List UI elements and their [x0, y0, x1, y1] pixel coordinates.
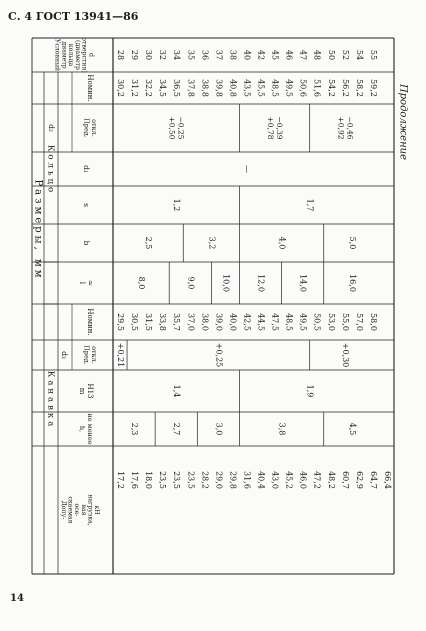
cell-d2-dev — [168, 117, 186, 140]
cell-m: 1,4 — [172, 384, 182, 398]
col-header-b: b — [82, 240, 91, 246]
col-header-load-line: осе- — [73, 503, 81, 517]
col-header-load-line: кН — [93, 505, 100, 515]
cell-d2-dev-line: −0,39 — [275, 116, 285, 140]
col-header-d-line: (диаметр — [73, 40, 81, 70]
cell-l: 14,0 — [298, 274, 308, 292]
cell-d3-nominal: 50,5 — [312, 313, 322, 331]
cell-d2-nominal: 37,8 — [186, 79, 196, 97]
cell-load: 29,0 — [214, 471, 224, 489]
ring-group-label: Кольцо — [45, 144, 56, 196]
cell-d: 47 — [298, 49, 308, 61]
cell-d: 50 — [326, 49, 336, 61]
cell-load: 31,6 — [242, 471, 252, 489]
cell-load: 28,2 — [200, 471, 210, 489]
cell-d2-nominal: 49,5 — [284, 79, 294, 97]
cell-d2-dev — [336, 117, 354, 140]
cell-d: 37 — [214, 49, 224, 61]
cell-load: 23,5 — [186, 471, 196, 489]
col-header-m — [78, 383, 94, 398]
col-header-l-line: ≈ — [86, 279, 95, 287]
col-header-d3-dev — [82, 345, 98, 365]
col-header-load-line: Допу- — [60, 500, 67, 520]
col-header-load — [60, 494, 100, 526]
cell-load: 18,0 — [144, 471, 154, 489]
cell-d: 40 — [242, 49, 252, 61]
cell-h: 4,5 — [347, 422, 357, 436]
col-header-d-line: отверстия) — [80, 37, 88, 73]
col-header-d-line: диаметр — [60, 41, 68, 69]
cell-d3-nominal: 39,0 — [214, 313, 224, 331]
cell-load: 64,7 — [368, 471, 378, 489]
col-header-m-line: m — [78, 387, 86, 395]
cell-d: 32 — [158, 49, 168, 61]
cell-l: 8,0 — [137, 276, 147, 290]
col-header-l-line: l — [78, 281, 87, 285]
col-header-load-line: скаемая — [66, 496, 74, 524]
cell-d3-nominal: 35,7 — [172, 313, 182, 331]
cell-load: 60,7 — [340, 471, 350, 489]
cell-d2-dev-line: −0,25 — [176, 116, 186, 140]
cell-d3-nominal: 40,0 — [228, 313, 238, 331]
col-header-d2-dev — [82, 118, 98, 138]
cell-d: 55 — [368, 49, 378, 61]
cell-d: 28 — [116, 49, 126, 61]
cell-d2-dev-line: +0,50 — [167, 116, 177, 140]
cell-d2-nominal: 54,2 — [326, 79, 336, 97]
cell-load: 23,5 — [158, 471, 168, 489]
cell-load: 23,5 — [172, 471, 182, 489]
cell-load: 40,4 — [256, 471, 266, 489]
cell-load: 46,0 — [298, 471, 308, 489]
cell-d3-nominal: 44,5 — [256, 313, 266, 331]
cell-d: 45 — [270, 49, 280, 61]
cell-b: 5,0 — [347, 236, 357, 250]
col-header-d-line: d — [87, 53, 95, 57]
cell-d2-dev-line: −0,46 — [345, 116, 355, 140]
cell-d2-nominal: 51,6 — [312, 79, 322, 97]
groove-group-label: Канавка — [45, 370, 56, 430]
col-header-d2-dev-line: Пред. — [82, 118, 91, 138]
cell-load: 66,4 — [382, 471, 392, 489]
cell-d2-nominal: 31,2 — [130, 79, 140, 97]
cell-load: 17,6 — [130, 471, 140, 489]
cell-d3-nominal: 55,0 — [340, 313, 350, 331]
col-header-l — [78, 280, 95, 286]
cell-b: 4,0 — [277, 236, 287, 250]
cell-d2-nominal: 30,2 — [116, 79, 126, 97]
cell-d3-nominal: 33,8 — [158, 313, 168, 331]
cell-d2-dev-line: +0,78 — [266, 116, 276, 140]
cell-d3-nominal: 42,5 — [242, 313, 252, 331]
cell-d2-nominal: 56,2 — [340, 79, 350, 97]
col-header-d-line: кольца — [67, 43, 75, 67]
table-title: Размеры, мм — [32, 179, 44, 281]
cell-d3-nominal: 30,5 — [130, 313, 140, 331]
page-number: 14 — [10, 593, 24, 604]
cell-h: 2,7 — [172, 422, 182, 436]
col-header-d1: d₁ — [82, 165, 91, 173]
cell-d: 54 — [354, 49, 364, 61]
col-header-load-line: нагрузка, — [86, 494, 94, 526]
col-header-m-line: H13 — [86, 383, 94, 399]
cell-d3-nominal: 49,5 — [298, 313, 308, 331]
col-header-d2-dev-line: откл. — [89, 119, 98, 137]
continuation-label: Продолжение — [397, 83, 409, 161]
cell-d2-dev-line: +0,92 — [336, 116, 346, 140]
cell-d2-nominal: 58,2 — [354, 79, 364, 97]
cell-d3-nominal: 53,0 — [326, 313, 336, 331]
col-header-d-line: Условный — [53, 38, 61, 72]
cell-d2-dev — [266, 117, 284, 140]
cell-d: 34 — [172, 49, 182, 61]
cell-b: 3,2 — [207, 236, 217, 250]
col-header-d2-nominal: Номин. — [86, 74, 94, 102]
cell-d2-nominal: 48,5 — [270, 79, 280, 97]
cell-load: 45,2 — [284, 471, 294, 489]
cell-m: 1,9 — [305, 384, 315, 398]
cell-d3-nominal: 29,5 — [116, 313, 126, 331]
cell-d2-nominal: 40,8 — [228, 79, 238, 97]
cell-l: 16,0 — [347, 274, 357, 292]
cell-d3-nominal: 37,0 — [186, 313, 196, 331]
cell-load: 47,2 — [312, 471, 322, 489]
cell-d3-nominal: 57,0 — [354, 313, 364, 331]
col-header-d3-nominal: Номин. — [86, 308, 94, 336]
col-header-d3: d₃ — [60, 351, 69, 359]
cell-d3-nominal: 48,5 — [284, 313, 294, 331]
cell-l: 10,0 — [221, 274, 231, 292]
cell-d3-dev: +0,30 — [340, 342, 350, 368]
cell-d1: — — [242, 165, 252, 173]
col-header-h-line: h, — [78, 425, 86, 433]
cell-d: 35 — [186, 49, 196, 61]
cell-d3-nominal: 58,0 — [368, 313, 378, 331]
cell-d2-nominal: 34,5 — [158, 79, 168, 97]
cell-load: 17,2 — [116, 471, 126, 489]
cell-d2-nominal: 45,5 — [256, 79, 266, 97]
cell-h: 2,3 — [130, 422, 140, 436]
cell-d: 36 — [200, 49, 210, 61]
cell-d: 30 — [144, 49, 154, 61]
cell-d2-nominal: 38,8 — [200, 79, 210, 97]
cell-s: 1,2 — [172, 198, 182, 212]
cell-load: 43,0 — [270, 471, 280, 489]
cell-h: 3,8 — [277, 422, 287, 436]
cell-d3-nominal: 31,5 — [144, 313, 154, 331]
cell-load: 29,8 — [228, 471, 238, 489]
col-header-d3-dev-line: Пред. — [82, 345, 91, 365]
col-header-h — [78, 413, 94, 444]
cell-d2-nominal: 50,6 — [298, 79, 308, 97]
cell-load: 62,9 — [354, 471, 364, 489]
cell-d: 48 — [312, 49, 322, 61]
cell-d3-dev: +0,25 — [214, 342, 224, 368]
cell-d2-nominal: 36,5 — [172, 79, 182, 97]
cell-l: 12,0 — [256, 274, 266, 292]
cell-d: 42 — [256, 49, 266, 61]
col-header-d2: d₂ — [47, 124, 56, 132]
col-header-load-line: вая — [79, 504, 87, 516]
page-header: С. 4 ГОСТ 13941—86 — [8, 10, 139, 23]
col-header-s: s — [82, 203, 91, 207]
cell-d: 38 — [228, 49, 238, 61]
cell-d2-nominal: 59,2 — [368, 79, 378, 97]
cell-load: 48,2 — [326, 471, 336, 489]
col-header-d — [54, 37, 95, 73]
cell-d3-dev: +0,21 — [116, 342, 126, 368]
cell-d3-nominal: 47,5 — [270, 313, 280, 331]
cell-d2-nominal: 39,8 — [214, 79, 224, 97]
cell-d: 46 — [284, 49, 294, 61]
col-header-d3-dev-line: откл. — [89, 346, 98, 364]
cell-d2-nominal: 32,2 — [144, 79, 154, 97]
cell-d: 52 — [340, 49, 350, 61]
cell-l: 9,0 — [186, 276, 196, 290]
cell-d3-nominal: 38,0 — [200, 313, 210, 331]
col-header-h-line: не менее — [86, 413, 94, 445]
cell-d: 29 — [130, 49, 140, 61]
cell-h: 3,0 — [214, 422, 224, 436]
cell-d2-nominal: 43,5 — [242, 79, 252, 97]
cell-b: 2,5 — [144, 236, 154, 250]
cell-s: 1,7 — [305, 198, 315, 212]
